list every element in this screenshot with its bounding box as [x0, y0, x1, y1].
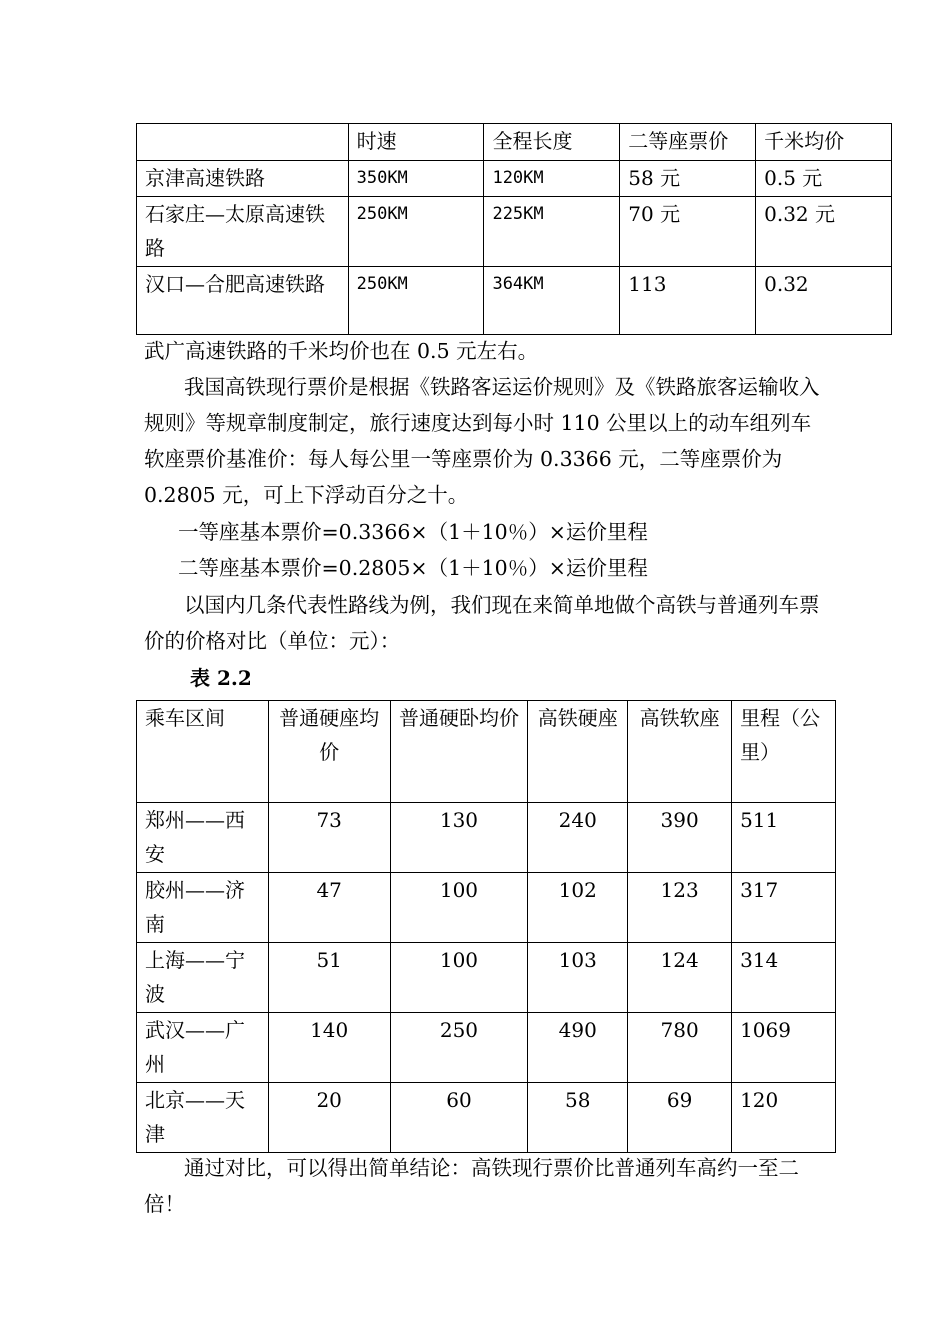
table-header-row	[137, 701, 836, 803]
route-cell: 汉口—合肥高速铁路	[137, 267, 349, 335]
header-cell: 时速	[348, 124, 484, 161]
value-cell: 100	[390, 943, 528, 1013]
value-cell: 1069	[732, 1013, 836, 1083]
value-cell: 60	[390, 1083, 528, 1153]
speed-cell: 250KM	[348, 197, 484, 267]
value-cell: 69	[628, 1083, 732, 1153]
route-cell: 郑州——西安	[137, 803, 269, 873]
route-cell: 京津高速铁路	[137, 161, 349, 197]
header-cell: 普通硬座均价	[268, 701, 390, 803]
header-cell: 千米均价	[756, 124, 892, 161]
speed-cell: 250KM	[348, 267, 484, 335]
value-cell: 103	[528, 943, 628, 1013]
per-km-cell: 0.5 元	[756, 161, 892, 197]
length-cell: 364KM	[484, 267, 620, 335]
value-cell: 314	[732, 943, 836, 1013]
header-cell	[137, 124, 349, 161]
speed-cell: 350KM	[348, 161, 484, 197]
price-cell: 113	[620, 267, 756, 335]
length-cell: 225KM	[484, 197, 620, 267]
value-cell: 130	[390, 803, 528, 873]
value-cell: 250	[390, 1013, 528, 1083]
table-row	[137, 943, 836, 1013]
value-cell: 780	[628, 1013, 732, 1083]
header-cell: 二等座票价	[620, 124, 756, 161]
price-cell: 70 元	[620, 197, 756, 267]
header-cell: 普通硬卧均价	[390, 701, 528, 803]
route-cell: 武汉——广州	[137, 1013, 269, 1083]
conclusion-paragraph: 通过对比，可以得出简单结论：高铁现行票价比普通列车高约一至二倍！	[144, 1156, 799, 1216]
paragraph: 我国高铁现行票价是根据《铁路客运运价规则》及《铁路旅客运输收入规则》等规章制度制定，旅行速度达到每小时 110 公里以上的动车组列车软座票价基准价：每人每公里一等座票价为 0.3366 元，二等座票价为 0.2805 元，可上下浮动百分之十。	[144, 375, 820, 507]
value-cell: 20	[268, 1083, 390, 1153]
fare-comparison-table	[136, 700, 836, 1153]
formula-first-class: 一等座基本票价=0.3366×（1＋10％）×运价里程	[178, 520, 648, 544]
table-row	[137, 197, 892, 267]
value-cell: 47	[268, 873, 390, 943]
value-cell: 390	[628, 803, 732, 873]
table-row	[137, 1013, 836, 1083]
formula-second-class: 二等座基本票价=0.2805×（1＋10％）×运价里程	[178, 556, 648, 580]
header-cell: 乘车区间	[137, 701, 269, 803]
value-cell: 317	[732, 873, 836, 943]
value-cell: 240	[528, 803, 628, 873]
per-km-cell: 0.32 元	[756, 197, 892, 267]
value-cell: 51	[268, 943, 390, 1013]
table-row	[137, 1083, 836, 1153]
value-cell: 140	[268, 1013, 390, 1083]
paragraph: 武广高速铁路的千米均价也在 0.5 元左右。	[144, 339, 539, 363]
value-cell: 102	[528, 873, 628, 943]
price-cell: 58 元	[620, 161, 756, 197]
header-cell: 全程长度	[484, 124, 620, 161]
header-cell: 高铁软座	[628, 701, 732, 803]
value-cell: 123	[628, 873, 732, 943]
route-cell: 北京——天津	[137, 1083, 269, 1153]
value-cell: 120	[732, 1083, 836, 1153]
table-row	[137, 267, 892, 335]
value-cell: 490	[528, 1013, 628, 1083]
length-cell: 120KM	[484, 161, 620, 197]
header-cell: 高铁硬座	[528, 701, 628, 803]
value-cell: 511	[732, 803, 836, 873]
table-header-row	[137, 124, 892, 161]
route-cell: 胶州——济南	[137, 873, 269, 943]
route-cell: 石家庄—太原高速铁路	[137, 197, 349, 267]
value-cell: 124	[628, 943, 732, 1013]
table-caption: 表 2.2	[190, 666, 252, 690]
per-km-cell: 0.32	[756, 267, 892, 335]
paragraph: 以国内几条代表性路线为例，我们现在来简单地做个高铁与普通列车票价的价格对比（单位：元）：	[144, 593, 820, 653]
table-row	[137, 803, 836, 873]
speed-price-table	[136, 123, 892, 335]
value-cell: 73	[268, 803, 390, 873]
table-row	[137, 873, 836, 943]
table-row	[137, 161, 892, 197]
value-cell: 100	[390, 873, 528, 943]
route-cell: 上海——宁波	[137, 943, 269, 1013]
header-cell: 里程（公里）	[732, 701, 836, 803]
value-cell: 58	[528, 1083, 628, 1153]
